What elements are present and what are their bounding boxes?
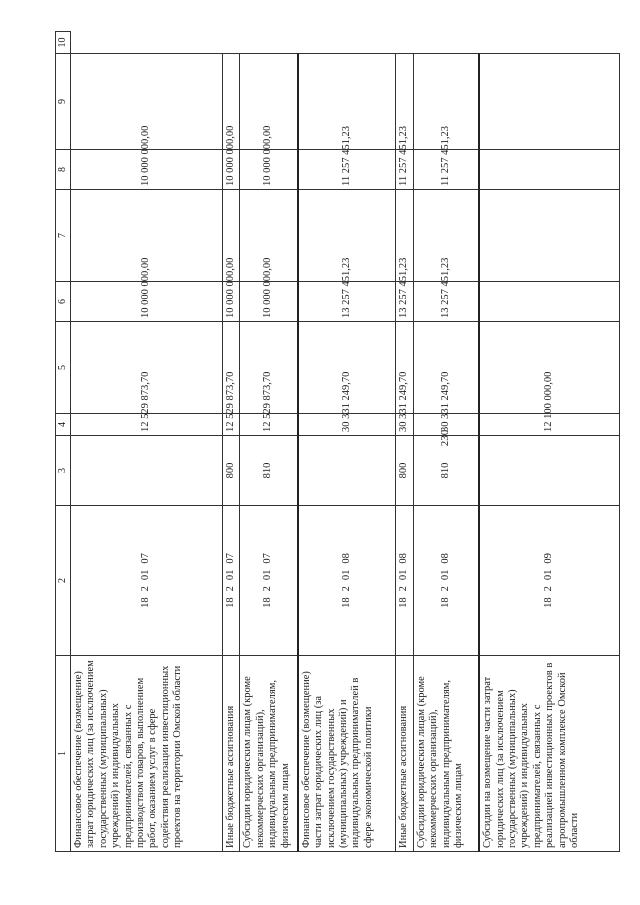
row-name: Субсидии на возмещение части затрат юридических лиц (за исключением государственных (муниципальных) учреждений) и индивидуальных предпринимателей, связанных с реализацией инвестиционных проектов в агропромышленном комплексе Омской области — [479, 656, 619, 852]
row-name: Субсидии юридическим лицам (кроме некоммерческих организаций), индивидуальным предпринимателям, физическим лицам — [413, 656, 479, 852]
header-col-5: 5 — [56, 322, 71, 414]
header-col-4: 4 — [56, 414, 71, 436]
row-name: Финансовое обеспечение (возмещение) затрат юридических лиц (за исключением государственных (муниципальных) учреждений) и индивидуальных предпринимателей, связанных с производством товаров, выполнением работ, оказанием услуг в сфере содействия реализации инвестиционных проектов на территории Омской области — [71, 656, 223, 852]
code-part: 01 — [340, 569, 352, 581]
header-col-7: 7 — [56, 190, 71, 282]
table-row — [71, 32, 223, 852]
row-col-7: 10 000 000,00 — [240, 282, 298, 322]
row-col-7 — [479, 282, 619, 322]
row-vr: 800 — [223, 436, 240, 506]
row-name: Финансовое обеспечение (возмещение) части затрат юридических лиц (за исключением государственных (муниципальных) учреждений) и индивидуальных предпринимателей в сфере экономической политики — [298, 656, 396, 852]
row-col-7: 13 257 451,23 — [298, 282, 396, 322]
code-part: 2 — [262, 586, 274, 592]
code-part: 18 — [439, 597, 451, 608]
code-part: 01 — [398, 569, 410, 581]
row-code — [223, 506, 240, 656]
code-part: 2 — [225, 586, 236, 592]
row-col-9 — [479, 150, 619, 190]
code-part: 01 — [140, 569, 152, 581]
row-name: Иные бюджетные ассигнования — [396, 656, 413, 852]
row-vr: 810 — [413, 436, 479, 506]
code-part: 18 — [398, 597, 410, 608]
page-number: 230 — [439, 429, 451, 447]
code-part: 18 — [140, 597, 152, 608]
row-vr: 800 — [396, 436, 413, 506]
code-part: 01 — [262, 569, 274, 581]
code-part: 2 — [140, 586, 152, 592]
row-code — [413, 506, 479, 656]
code-part: 2 — [543, 586, 555, 592]
code-part: 08 — [340, 553, 352, 564]
row-col-9: 11 257 451,23 — [396, 150, 413, 190]
header-col-10: 10 — [56, 32, 71, 54]
table-row — [413, 32, 479, 852]
code-part: 18 — [225, 597, 236, 608]
table-row — [223, 32, 240, 852]
code-part: 18 — [262, 597, 274, 608]
table-row — [396, 32, 413, 852]
row-col-8 — [479, 190, 619, 282]
code-part: 18 — [340, 597, 352, 608]
header-col-9: 9 — [56, 54, 71, 150]
code-part: 07 — [262, 553, 274, 564]
header-col-3: 3 — [56, 436, 71, 506]
table-row — [298, 32, 396, 852]
code-part: 01 — [439, 569, 451, 581]
row-code — [71, 506, 223, 656]
code-part: 08 — [439, 553, 451, 564]
row-col-5: 12 529 873,70 — [240, 414, 298, 436]
row-code — [240, 506, 298, 656]
header-col-8: 8 — [56, 150, 71, 190]
row-code — [298, 506, 396, 656]
row-col-5: 12 100 000,00 — [479, 414, 619, 436]
row-vr — [298, 436, 396, 506]
row-col-9: 11 257 451,23 — [298, 150, 396, 190]
row-vr — [71, 436, 223, 506]
row-code — [396, 506, 413, 656]
row-col-7: 13 257 451,23 — [396, 282, 413, 322]
code-part: 2 — [340, 586, 352, 592]
row-name: Субсидии юридическим лицам (кроме некоммерческих организаций), индивидуальным предпринимателям, физическим лицам — [240, 656, 298, 852]
row-col-10 — [479, 54, 619, 150]
header-row — [56, 32, 71, 852]
code-part: 09 — [543, 553, 555, 564]
code-part: 2 — [439, 586, 451, 592]
code-part: 07 — [140, 553, 152, 564]
row-code — [479, 506, 619, 656]
row-vr — [479, 436, 619, 506]
code-part: 07 — [225, 553, 236, 564]
code-part: 01 — [543, 569, 555, 581]
row-col-9: 10 000 000,00 — [71, 150, 223, 190]
header-col-1: 1 — [56, 656, 71, 852]
table-row — [240, 32, 298, 852]
row-col-9: 10 000 000,00 — [240, 150, 298, 190]
row-col-5: 12 529 873,70 — [223, 414, 240, 436]
budget-table — [55, 31, 620, 852]
row-name: Иные бюджетные ассигнования — [223, 656, 240, 852]
row-col-7: 10 000 000,00 — [223, 282, 240, 322]
code-part: 01 — [225, 569, 236, 581]
rotated-budget-table-page — [55, 32, 615, 852]
row-col-5: 30 331 249,70 — [298, 414, 396, 436]
header-col-6: 6 — [56, 282, 71, 322]
row-col-5: 12 529 873,70 — [71, 414, 223, 436]
code-part: 08 — [398, 553, 410, 564]
row-col-5: 30 331 249,70 — [396, 414, 413, 436]
row-col-7: 13 257 451,23 — [413, 282, 479, 322]
code-part: 2 — [398, 586, 410, 592]
row-col-9: 11 257 451,23 — [413, 150, 479, 190]
code-part: 18 — [543, 597, 555, 608]
header-col-2: 2 — [56, 506, 71, 656]
row-col-5: 30 331 249,70 — [413, 414, 479, 436]
row-vr: 810 — [240, 436, 298, 506]
row-col-9: 10 000 000,00 — [223, 150, 240, 190]
row-col-7: 10 000 000,00 — [71, 282, 223, 322]
table-row — [479, 32, 619, 852]
